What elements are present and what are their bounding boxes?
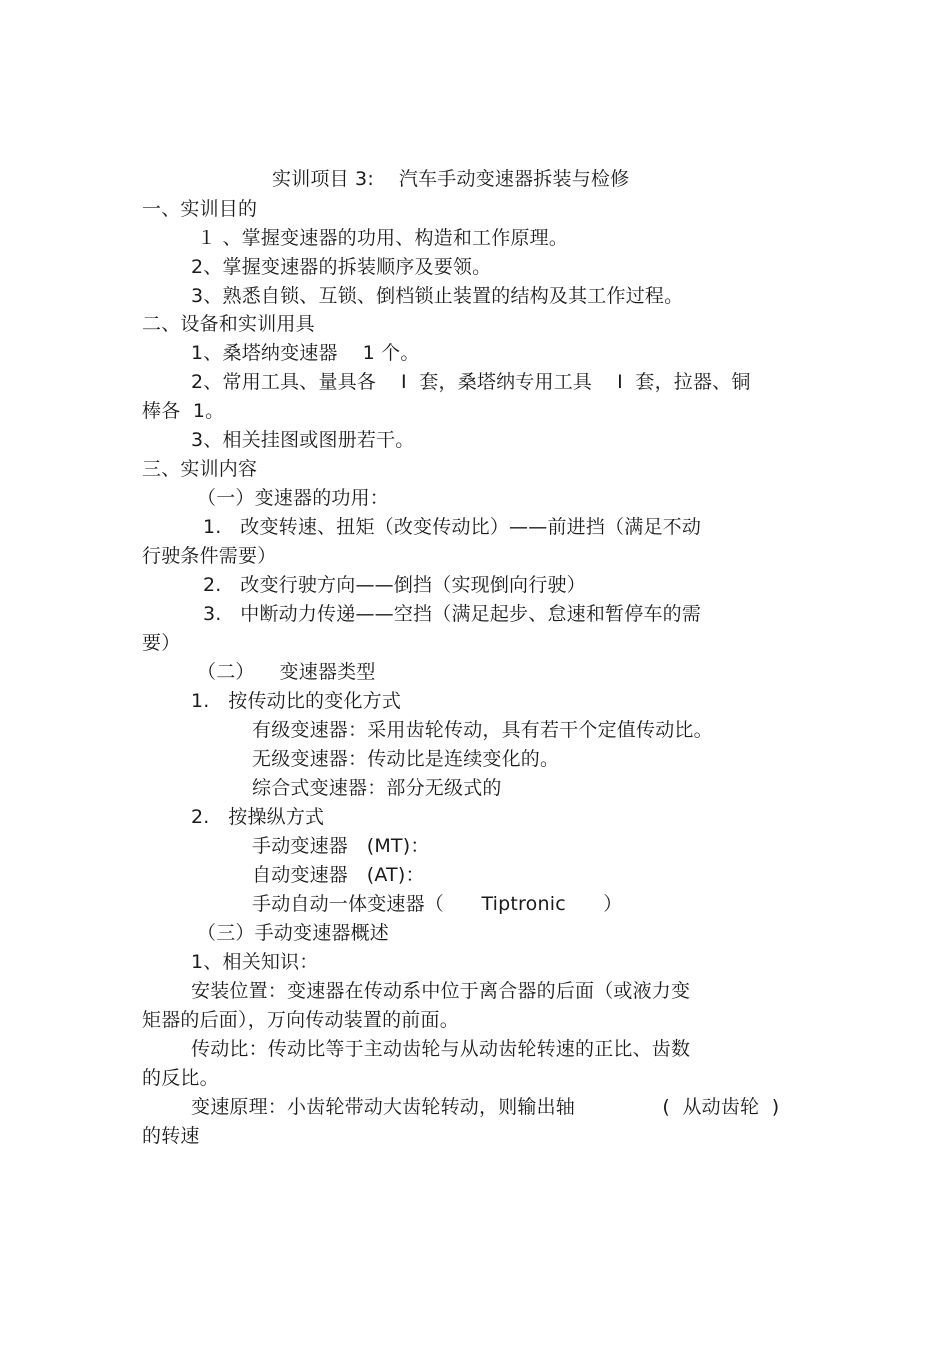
definition-line: 手动自动一体变速器（ Tiptronic ） (252, 893, 623, 915)
definition-line: 综合式变速器：部分无级式的 (252, 777, 502, 799)
list-item: 2. 改变行驶方向——倒挡（实现倒向行驶） (203, 574, 586, 596)
list-item: 3. 中断动力传递——空挡（满足起步、怠速和暂停车的需 (203, 603, 702, 625)
list-item: 1. 按传动比的变化方式 (191, 690, 402, 712)
list-item: 1、桑塔纳变速器 1 个。 (191, 342, 420, 364)
list-item-continuation: 棒各 1。 (142, 400, 225, 422)
definition-line: 无级变速器：传动比是连续变化的。 (252, 748, 560, 770)
definition-line: 有级变速器：采用齿轮传动，具有若干个定值传动比。 (252, 719, 713, 741)
subsection-heading: （二） 变速器类型 (197, 661, 376, 683)
definition-line: 手动变速器 (MT)： (252, 835, 430, 857)
list-item-continuation: 行驶条件需要） (142, 545, 277, 567)
section-heading: 一、实训目的 (142, 198, 258, 220)
list-item: 1. 改变转速、扭矩（改变传动比）——前进挡（满足不动 (203, 516, 702, 538)
section-heading: 二、设备和实训用具 (142, 313, 315, 335)
subsection-heading: （一）变速器的功用： (197, 487, 390, 509)
list-item: 1、相关知识： (191, 951, 319, 973)
list-item-continuation: 要） (142, 632, 181, 654)
document-title: 实训项目 3: 汽车手动变速器拆装与检修 (272, 168, 630, 190)
section-heading: 三、实训内容 (142, 458, 258, 480)
list-item: 2、常用工具、量具各 I 套，桑塔纳专用工具 I 套，拉器、铜 (191, 371, 751, 393)
definition-line: 自动变速器 (AT)： (252, 864, 425, 886)
paragraph-line: 传动比：传动比等于主动齿轮与从动齿轮转速的正比、齿数 (191, 1038, 691, 1060)
list-item: 2、掌握变速器的拆装顺序及要领。 (191, 256, 492, 278)
paragraph-line: 的反比。 (142, 1067, 219, 1089)
list-item: 3、相关挂图或图册若干。 (191, 429, 415, 451)
paragraph-line: 的转速 (142, 1125, 200, 1147)
list-item: １ 、掌握变速器的功用、构造和工作原理。 (197, 227, 569, 249)
list-item: 3、熟悉自锁、互锁、倒档锁止装置的结构及其工作过程。 (191, 285, 684, 307)
list-item: 2. 按操纵方式 (191, 806, 325, 828)
paragraph-line: 安装位置：变速器在传动系中位于离合器的后面（或液力变 (191, 980, 691, 1002)
paragraph-line: 变速原理：小齿轮带动大齿轮转动，则输出轴 ( 从动齿轮 ) (191, 1096, 780, 1118)
subsection-heading: （三）手动变速器概述 (197, 922, 390, 944)
paragraph-line: 矩器的后面），万向传动装置的前面。 (142, 1009, 459, 1031)
